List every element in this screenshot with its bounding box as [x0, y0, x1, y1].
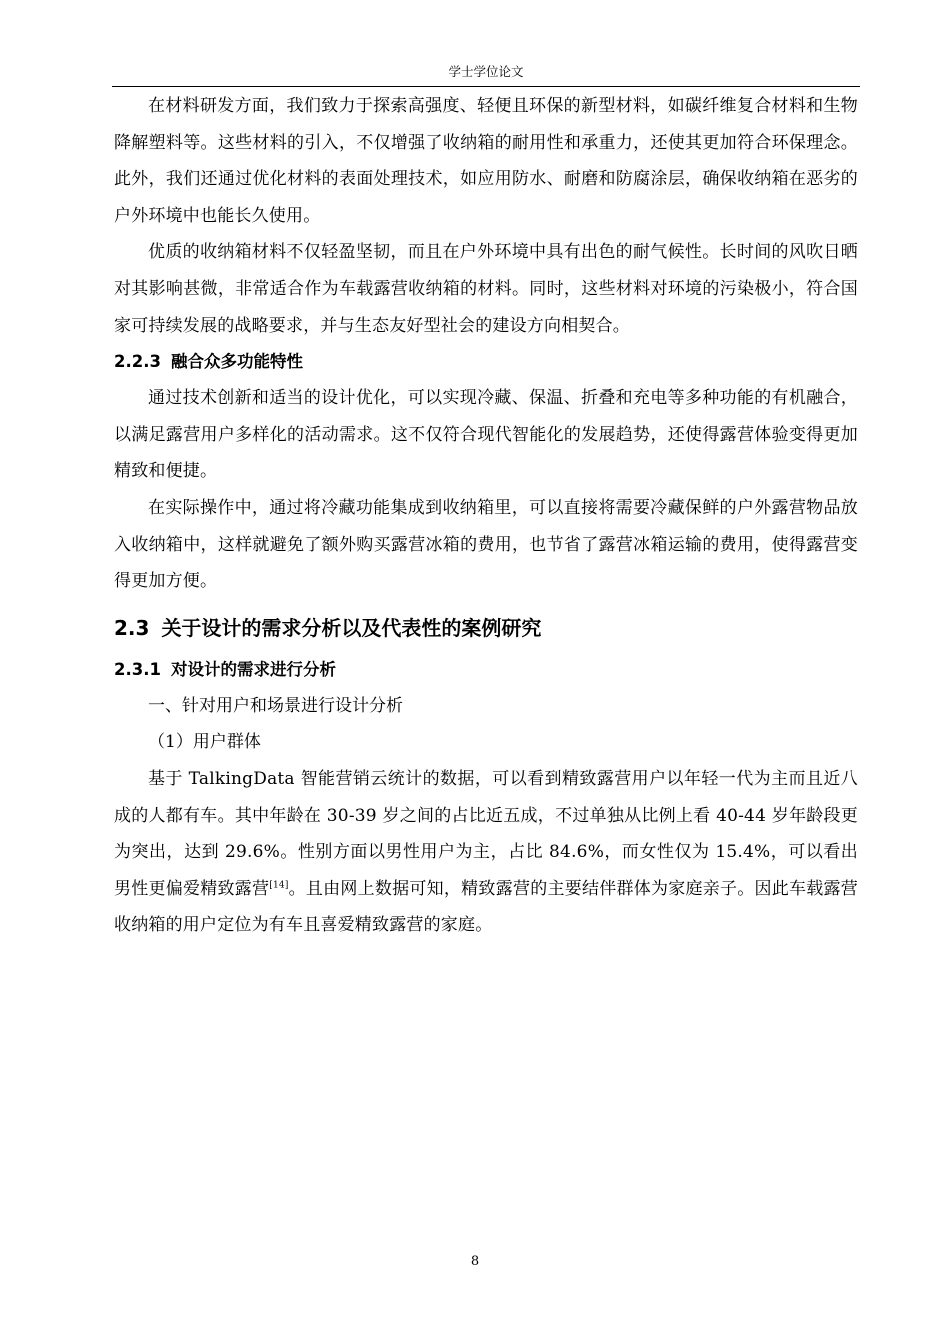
paragraph-user-data	[114, 761, 858, 944]
section-number: 2.2.3	[114, 352, 161, 372]
document-body	[114, 88, 858, 944]
citation-reference: [14]	[269, 880, 289, 891]
list-line-user-group: （1）用户群体	[148, 732, 261, 753]
paragraph-function-integration: 通过技术创新和适当的设计优化，可以实现冷藏、保温、折叠和充电等多种功能的有机融合，以满足露营用户多样化的活动需求。这不仅符合现代智能化的发展趋势，还使得露营体验变得更加精致和便捷。	[114, 388, 858, 482]
paragraph-text: 。且由网上数据可知，精致露营的主要结伴群体为家庭亲子。因此车载露营收纳箱的用户定位为有车且喜爱精致露营的家庭。	[114, 878, 858, 936]
page-header	[112, 62, 860, 87]
section-title: 融合众多功能特性	[170, 352, 303, 372]
section-heading-2-2-3	[114, 344, 858, 380]
paragraph-text: 基于 TalkingData 智能营销云统计的数据，可以看到精致露营用户以年轻一代为主而且近八成的人都有车。其中年龄在 30-39 岁之间的占比近五成，不过单独从比例上看 40-44 岁年龄段更为突出，达到 29.6%。性别方面以男性用户为主，占比 84.6%，而女性仅为 15.4%，可以看出男性更偏爱精致露营	[114, 768, 858, 899]
paragraph-material-quality: 优质的收纳箱材料不仅轻盈坚韧，而且在户外环境中具有出色的耐气候性。长时间的风吹日晒对其影响甚微，非常适合作为车载露营收纳箱的材料。同时，这些材料对环境的污染极小，符合国家可持续发展的战略要求，并与生态友好型社会的建设方向相契合。	[114, 242, 858, 336]
section-number: 2.3	[114, 615, 150, 640]
section-number: 2.3.1	[114, 659, 161, 679]
header-title: 学士学位论文	[448, 64, 524, 79]
section-heading-2-3-1	[114, 652, 858, 688]
paragraph-materials-research: 在材料研发方面，我们致力于探索高强度、轻便且环保的新型材料，如碳纤维复合材料和生物降解塑料等。这些材料的引入，不仅增强了收纳箱的耐用性和承重力，还使其更加符合环保理念。此外，我们还通过优化材料的表面处理技术，如应用防水、耐磨和防腐涂层，确保收纳箱在恶劣的户外环境中也能长久使用。	[114, 96, 858, 226]
list-line-user-scenario: 一、针对用户和场景进行设计分析	[148, 695, 403, 716]
page-number: 8	[470, 1254, 480, 1269]
section-heading-2-3	[114, 614, 858, 642]
section-title: 关于设计的需求分析以及代表性的案例研究	[161, 615, 542, 640]
paragraph-refrigeration: 在实际操作中，通过将冷藏功能集成到收纳箱里，可以直接将需要冷藏保鲜的户外露营物品放入收纳箱中，这样就避免了额外购买露营冰箱的费用，也节省了露营冰箱运输的费用，使得露营变得更加方便。	[114, 497, 858, 592]
section-title: 对设计的需求进行分析	[170, 659, 336, 679]
